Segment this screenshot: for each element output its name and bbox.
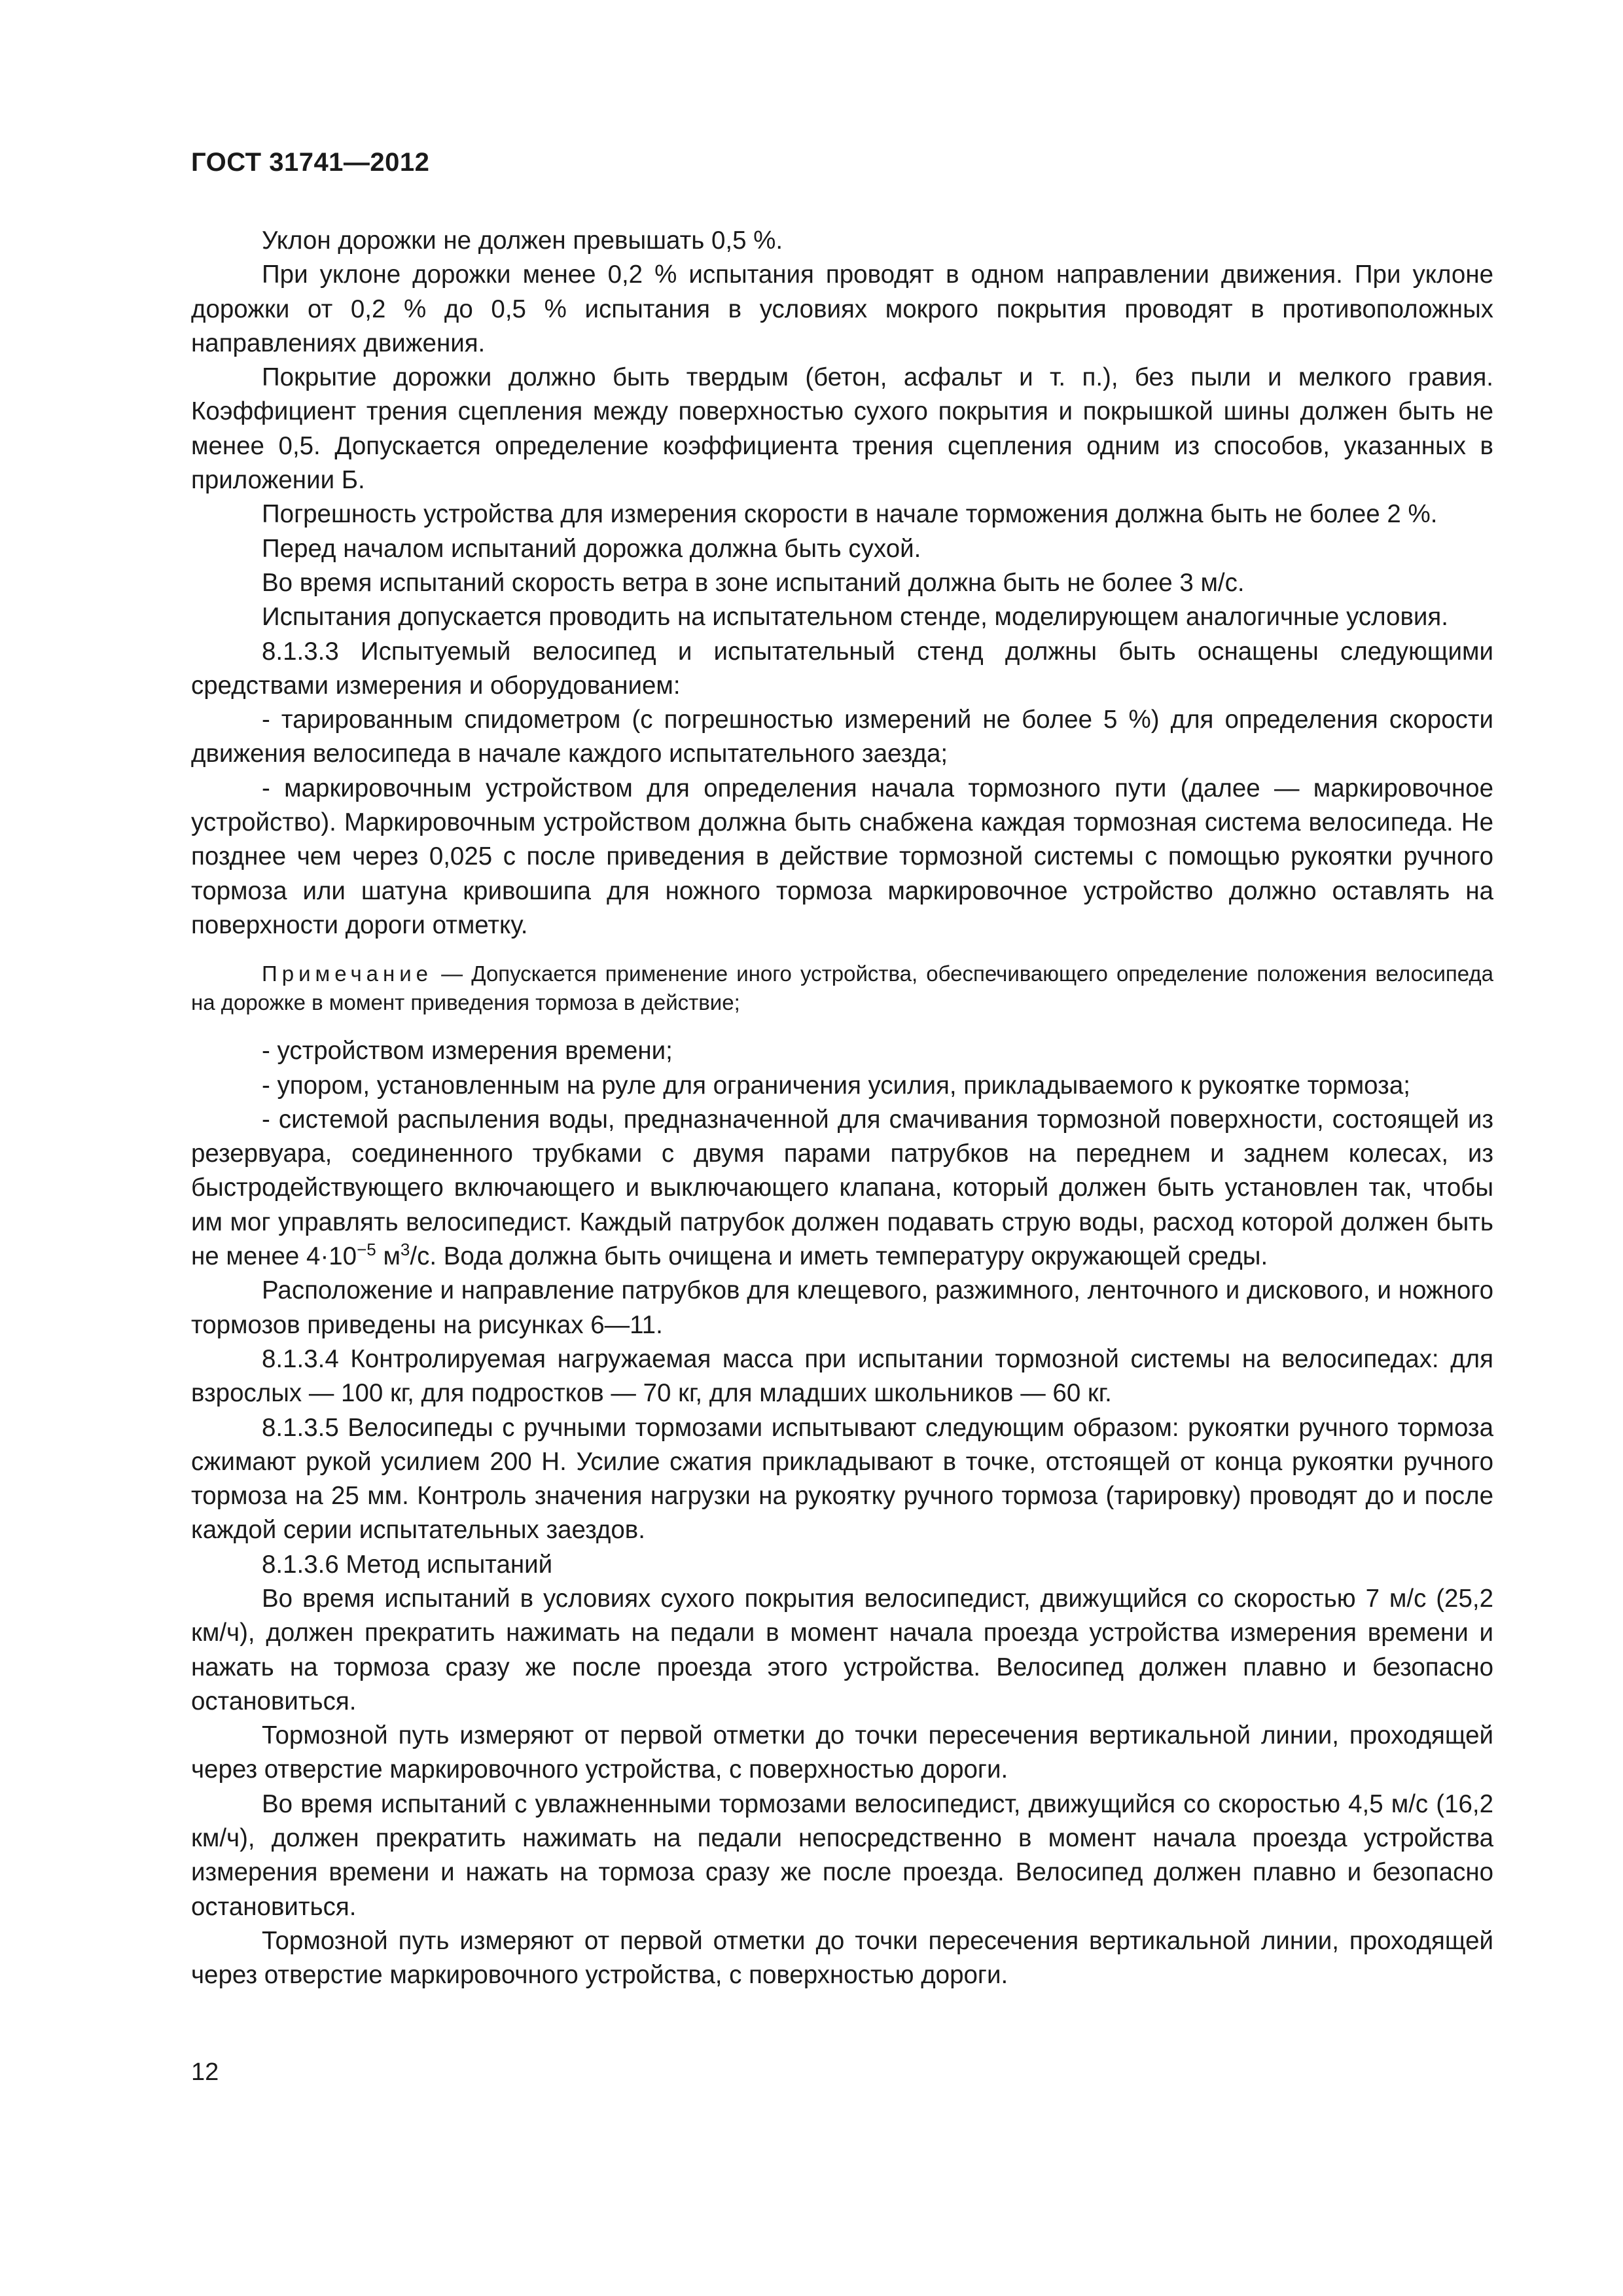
document-header: ГОСТ 31741—2012 bbox=[191, 148, 430, 177]
list-item-marking-device: - маркировочным устройством для определения начала тормозного пути (далее — маркировочное устройство). Маркировочным устройством должна быть снабжена каждая тормозная система велосипеда. Не позднее чем через 0,025 с после приведения в действие тормозной системы с помощью рукоятки ручного тормоза или шатуна кривошипа для ножного тормоза маркировочное устройство должно оставлять на поверхности дороги отметку. bbox=[191, 774, 1493, 939]
paragraph-8-1-3-6: 8.1.3.6 Метод испытаний bbox=[262, 1550, 553, 1579]
paragraph-8-1-3-4: 8.1.3.4 Контролируемая нагружаемая масса при испытании тормозной системы на велосипедах: для взрослых — 100 кг, для подростков — 70 кг, для младших школьников — 60 кг. bbox=[191, 1344, 1493, 1408]
water-system-text-b: м bbox=[376, 1242, 401, 1271]
paragraph-dry-test: Во время испытаний в условиях сухого покрытия велосипедист, движущийся со скоростью 7 м/с (25,2 км/ч), должен прекратить нажимать на педали в момент начала проезда устройства измерения времени и нажать на тормоза сразу же после проезда этого устройства. Велосипед должен плавно и безопасно остановиться. bbox=[191, 1584, 1493, 1715]
note bbox=[191, 960, 1493, 1017]
water-system-text-a: - системой распыления воды, предназначенной для смачивания тормозной поверхности, состоящей из резервуара, соединенного трубками с двумя парами патрубков на переднем и заднем колесах, из быстродействующего включающего и выключающего клапана, который должен быть установлен так, чтобы им мог управлять велосипедист. Каждый патрубок должен подавать струю воды, расход которой должен быть не менее 4·10 bbox=[191, 1105, 1493, 1271]
paragraph-8-1-3-5: 8.1.3.5 Велосипеды с ручными тормозами испытывают следующим образом: рукоятки ручного тормоза сжимают рукой усилием 200 Н. Усилие сжатия прикладывают в точке, отстоящей от конца рукоятки ручного тормоза на 25 мм. Контроль значения нагрузки на рукоятку ручного тормоза (тарировку) проводят до и после каждой серии испытательных заездов. bbox=[191, 1413, 1493, 1545]
exponent-cubic: 3 bbox=[400, 1240, 410, 1260]
paragraph-8-1-3-3: 8.1.3.3 Испытуемый велосипед и испытательный стенд должны быть оснащены следующими средствами измерения и оборудованием: bbox=[191, 637, 1493, 700]
list-item-stop: - упором, установленным на руле для ограничения усилия, прикладываемого к рукоятке тормоза; bbox=[262, 1071, 1410, 1100]
note-label: Примечание bbox=[262, 961, 433, 986]
paragraph-surface: Покрытие дорожки должно быть твердым (бетон, асфальт и т. п.), без пыли и мелкого гравия. Коэффициент трения сцепления между поверхностью сухого покрытия и покрышкой шины должен быть не менее 0,5. Допускается определение коэффициента трения сцепления одним из способов, указанных в приложении Б. bbox=[191, 363, 1493, 495]
paragraph-slope-direction: При уклоне дорожки менее 0,2 % испытания проводят в одном направлении движения. При уклоне дорожки от 0,2 % до 0,5 % испытания в условиях мокрого покрытия проводят в противоположных направлениях движения. bbox=[191, 260, 1493, 357]
paragraph-braking-distance-1: Тормозной путь измеряют от первой отметки до точки пересечения вертикальной линии, проходящей через отверстие маркировочного устройства, с поверхностью дороги. bbox=[191, 1721, 1493, 1784]
paragraph-test-stand: Испытания допускается проводить на испытательном стенде, моделирующем аналогичные условия. bbox=[262, 603, 1448, 632]
page-number: 12 bbox=[191, 2058, 219, 2086]
paragraph-slope-limit: Уклон дорожки не должен превышать 0,5 %. bbox=[262, 226, 783, 255]
page-body bbox=[191, 224, 1493, 1993]
exponent: −5 bbox=[357, 1240, 376, 1260]
list-item-timer: - устройством измерения времени; bbox=[262, 1037, 673, 1066]
list-item-speedometer: - тарированным спидометром (с погрешностью измерений не более 5 %) для определения скорости движения велосипеда в начале каждого испытательного заезда; bbox=[191, 706, 1493, 768]
paragraph-dry-track: Перед началом испытаний дорожка должна быть сухой. bbox=[262, 534, 921, 563]
note-text: — Допускается применение иного устройства, обеспечивающего определение положения велосипеда на дорожке в момент приведения тормоза в действие; bbox=[191, 961, 1493, 1015]
paragraph-speed-error: Погрешность устройства для измерения скорости в начале торможения должна быть не более 2 %. bbox=[262, 500, 1438, 529]
list-item-water-system bbox=[191, 1103, 1493, 1274]
paragraph-nozzles: Расположение и направление патрубков для клещевого, разжимного, ленточного и дискового, и ножного тормозов приведены на рисунках 6—11. bbox=[191, 1276, 1493, 1339]
paragraph-braking-distance-2: Тормозной путь измеряют от первой отметки до точки пересечения вертикальной линии, проходящей через отверстие маркировочного устройства, с поверхностью дороги. bbox=[191, 1926, 1493, 1990]
paragraph-wind: Во время испытаний скорость ветра в зоне испытаний должна быть не более 3 м/с. bbox=[262, 568, 1245, 597]
paragraph-wet-test: Во время испытаний с увлажненными тормозами велосипедист, движущийся со скоростью 4,5 м/с (16,2 км/ч), должен прекратить нажимать на педали непосредственно в момент начала проезда устройства измерения времени и нажать на тормоза сразу же после проезда. Велосипед должен плавно и безопасно остановиться. bbox=[191, 1789, 1493, 1921]
water-system-text-c: /с. Вода должна быть очищена и иметь температуру окружающей среды. bbox=[410, 1242, 1268, 1271]
